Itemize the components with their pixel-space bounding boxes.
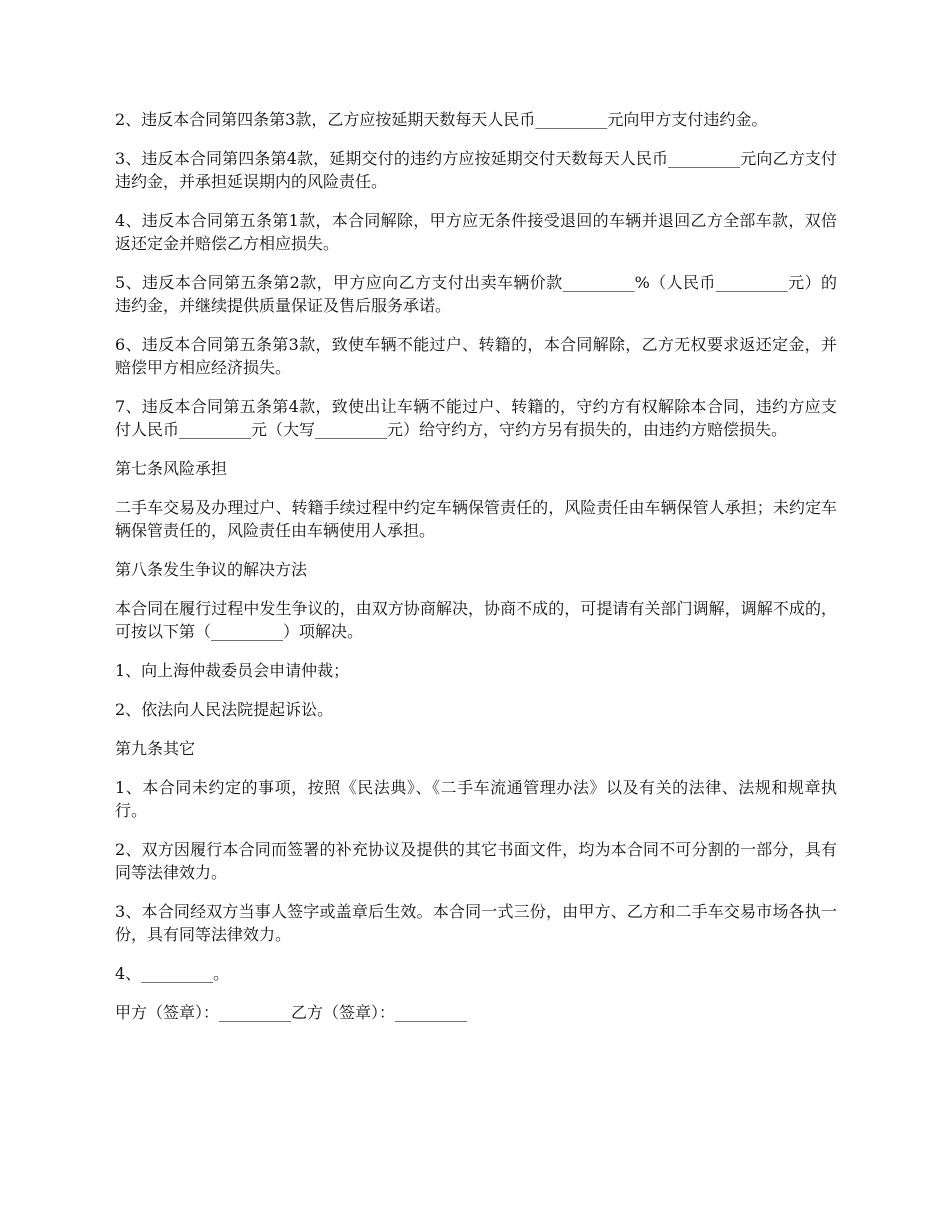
clause-paragraph: 1、本合同未约定的事项，按照《民法典》、《二手车流通管理办法》以及有关的法律、法规和规章执行。: [115, 778, 837, 820]
clause-paragraph: 7、违反本合同第五条第4款，致使出让车辆不能过户、转籍的，守约方有权解除本合同，违约方应支付人民币_________元（大写_________元）给守约方，守约方另有损失的，由违约方赔偿损失。: [115, 397, 837, 439]
signature-line: 甲方（签章）：_________乙方（签章）：_________: [115, 1003, 468, 1022]
clause-paragraph: 二手车交易及办理过户、转籍手续过程中约定车辆保管责任的，风险责任由车辆保管人承担；未约定车辆保管责任的，风险责任由车辆使用人承担。: [115, 498, 837, 540]
clause-paragraph: 4、违反本合同第五条第1款，本合同解除，甲方应无条件接受退回的车辆并退回乙方全部车款，双倍返还定金并赔偿乙方相应损失。: [115, 211, 837, 253]
document-body: [115, 108, 837, 1040]
clause-paragraph: 1、向上海仲裁委员会申请仲裁；: [115, 661, 350, 680]
clause-paragraph: 2、违反本合同第四条第3款，乙方应按延期天数每天人民币_________元向甲方支付违约金。: [115, 110, 768, 129]
clause-paragraph: 2、双方因履行本合同而签署的补充协议及提供的其它书面文件，均为本合同不可分割的一部分，具有同等法律效力。: [115, 840, 837, 882]
clause-paragraph: 4、_________。: [115, 964, 230, 983]
clause-paragraph: 3、本合同经双方当事人签字或盖章后生效。本合同一式三份，由甲方、乙方和二手车交易市场各执一份，具有同等法律效力。: [115, 902, 837, 944]
section-heading: 第九条其它: [115, 739, 196, 758]
section-heading: 第七条风险承担: [115, 459, 228, 478]
clause-paragraph: 6、违反本合同第五条第3款，致使车辆不能过户、转籍的，本合同解除，乙方无权要求返还定金，并赔偿甲方相应经济损失。: [115, 335, 837, 377]
clause-paragraph: 5、违反本合同第五条第2款，甲方应向乙方支付出卖车辆价款_________%（人民币_________元）的违约金，并继续提供质量保证及售后服务承诺。: [115, 273, 837, 315]
clause-paragraph: 2、依法向人民法院提起诉讼。: [115, 700, 334, 719]
clause-paragraph: 本合同在履行过程中发生争议的，由双方协商解决，协商不成的，可提请有关部门调解，调解不成的，可按以下第（_________）项解决。: [115, 599, 837, 641]
section-heading: 第八条发生争议的解决方法: [115, 560, 308, 579]
clause-paragraph: 3、违反本合同第四条第4款，延期交付的违约方应按延期交付天数每天人民币_________元向乙方支付违约金，并承担延误期内的风险责任。: [115, 149, 837, 191]
